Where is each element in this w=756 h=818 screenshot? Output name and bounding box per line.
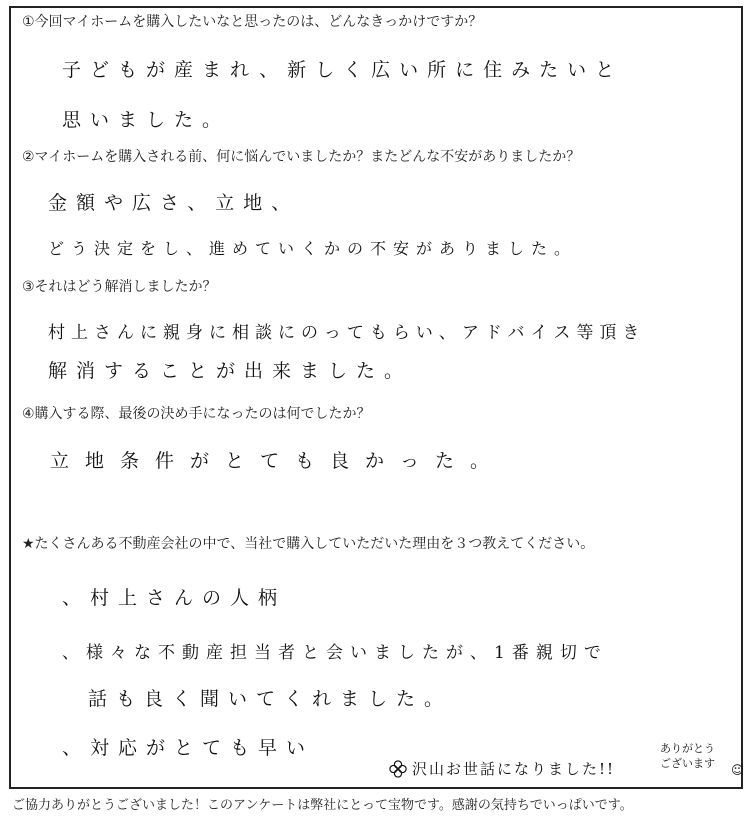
closing-note: 沢山お世話になりました!! bbox=[412, 760, 616, 778]
answer-2-line-2: どう決定をし、進めていくかの不安がありました。 bbox=[48, 239, 578, 258]
question-3-prompt: ③それはどう解消しましたか？ bbox=[22, 279, 217, 295]
question-2-prompt: ②マイホームを購入される前、何に悩んでいましたか？またどんな不安がありましたか？ bbox=[22, 149, 581, 165]
footer-message: ご協力ありがとうございました！このアンケートは弊社にとって宝物です。感謝の気持ちでいっぱいです。 bbox=[12, 798, 633, 813]
answer-5-line-1: 、村上さんの人柄 bbox=[62, 587, 287, 609]
smiley-face-icon: ☺ bbox=[731, 763, 744, 777]
answer-5-line-3: 話も良く聞いてくれました。 bbox=[88, 688, 453, 710]
answer-3-line-1: 村上さんに親身に相談にのってもらい、アドバイス等頂き bbox=[48, 323, 646, 343]
thank-you-note bbox=[660, 741, 715, 771]
flower-icon bbox=[389, 760, 407, 778]
thank-you-line-1: ありがとう bbox=[660, 742, 715, 755]
answer-2-line-1: 金額や広さ、立地、 bbox=[48, 192, 300, 214]
question-4-prompt: ④購入する際、最後の決め手になったのは何でしたか？ bbox=[22, 406, 371, 422]
answer-5-line-2: 、様々な不動産担当者と会いましたが、1番親切で bbox=[62, 643, 608, 663]
answer-5-line-4: 、対応がとても早い bbox=[62, 737, 315, 759]
thank-you-line-2: ございます bbox=[660, 757, 715, 770]
question-5-prompt: ★たくさんある不動産会社の中で、当社で購入していただいた理由を３つ教えてください。 bbox=[22, 536, 595, 552]
answer-1-line-1: 子どもが産まれ、新しく広い所に住みたいと bbox=[62, 59, 624, 81]
answer-1-line-2: 思いました。 bbox=[62, 109, 231, 131]
answer-4-line-1: 立地条件がとても良かった。 bbox=[50, 450, 506, 472]
question-1-prompt: ①今回マイホームを購入したいなと思ったのは、どんなきっかけですか？ bbox=[22, 14, 483, 30]
answer-3-line-2: 解消することが出来ました。 bbox=[48, 360, 413, 382]
